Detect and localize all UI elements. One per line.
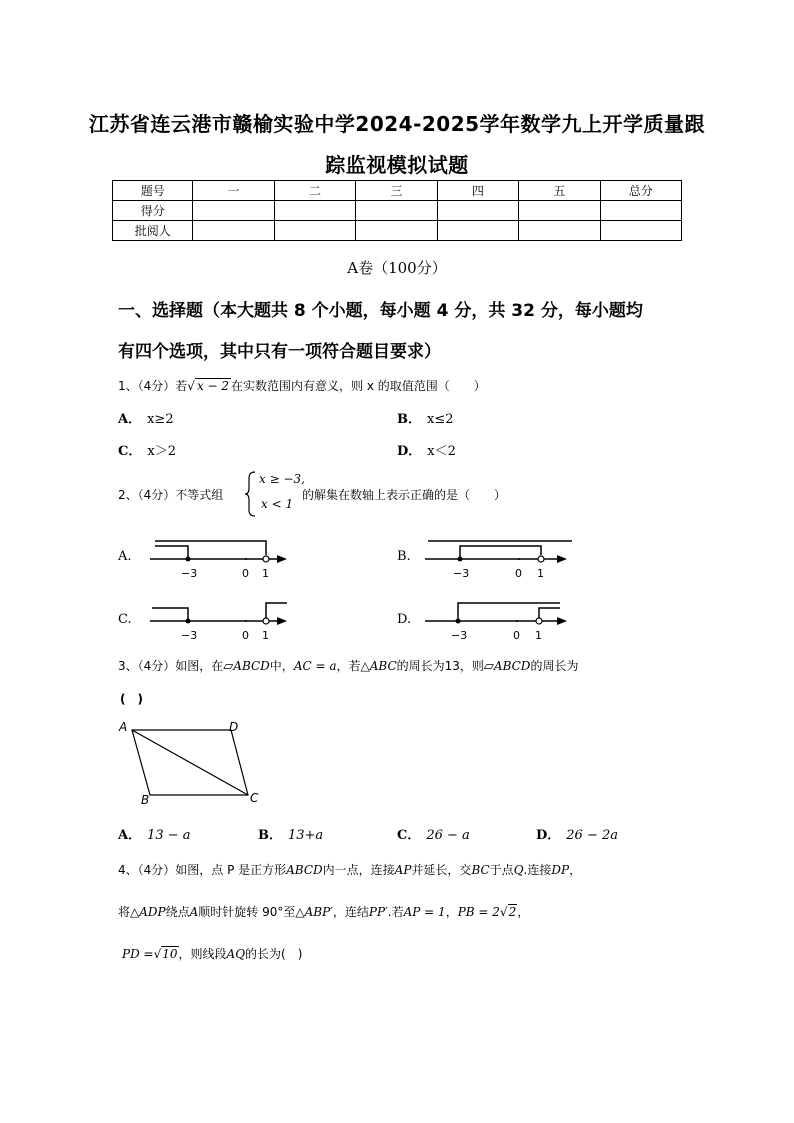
question-4-line2	[118, 903, 529, 920]
text: 将	[118, 905, 131, 919]
header-cell: 四	[437, 181, 518, 201]
text: ，	[445, 905, 458, 919]
text: 并延长，交	[411, 863, 472, 877]
row-label: 得分	[113, 201, 193, 221]
tick-label: 0	[515, 567, 522, 580]
option-b[interactable]	[258, 824, 323, 843]
text: 4、（4分）如图，点 P 是正方形	[118, 863, 287, 877]
math: △ADP	[130, 905, 166, 919]
header-cell: 总分	[600, 181, 681, 201]
number-line-c[interactable]	[145, 597, 295, 645]
option-text: 26 − 2a	[566, 828, 619, 843]
option-text: x≥2	[147, 412, 174, 427]
math: ABCD	[286, 863, 323, 877]
option-c[interactable]	[118, 440, 176, 459]
text: 顺时针旋转 90°至	[198, 905, 296, 919]
option-a[interactable]	[118, 824, 191, 843]
question-number: 3、（4分）如图，在	[118, 659, 224, 673]
score-table-header-row	[113, 181, 682, 201]
vertex-label: C	[250, 791, 259, 805]
text: 绕点	[165, 905, 190, 919]
sqrt-expression: √10	[153, 947, 178, 961]
header-cell: 一	[193, 181, 274, 201]
grader-cell[interactable]	[519, 221, 600, 241]
question-1	[118, 377, 486, 394]
vertex-label: A	[119, 720, 128, 734]
radicand: x − 2	[196, 379, 230, 393]
tick-label: 0	[242, 567, 249, 580]
math: △ABP′	[295, 905, 333, 919]
question-4-line3	[122, 945, 302, 962]
text: 中，	[269, 659, 294, 673]
text: 的周长为	[530, 659, 579, 673]
score-cell[interactable]	[274, 201, 355, 221]
header-cell: 题号	[113, 181, 193, 201]
header-cell: 二	[274, 181, 355, 201]
option-text: x＜2	[427, 444, 456, 459]
question-4-line1	[118, 861, 581, 878]
math: PP′	[368, 905, 388, 919]
answer-paren: ( )	[120, 692, 143, 706]
section-heading-line2: 有四个选项，其中只有一项符合题目要求）	[118, 342, 441, 362]
left-brace-icon	[243, 470, 259, 518]
text: ，	[517, 905, 530, 919]
option-d-label[interactable]: D.	[397, 612, 412, 627]
option-label: D．	[536, 828, 561, 843]
question-3	[118, 657, 578, 674]
radicand: 10	[162, 947, 178, 961]
grader-row	[113, 221, 682, 241]
question-2	[118, 486, 223, 503]
vertex-label: B	[141, 793, 150, 807]
question-text: 在实数范围内有意义，则 x 的取值范围（ ）	[231, 379, 486, 393]
text: 的周长为13，则	[396, 659, 484, 673]
option-label: D．	[397, 444, 422, 459]
text: .若	[387, 905, 404, 919]
option-c[interactable]	[397, 824, 470, 843]
option-a-label[interactable]: A.	[118, 549, 132, 564]
option-label: C．	[118, 444, 142, 459]
question-number: 2、（4分）不等式组	[118, 488, 224, 502]
sqrt-expression: √2	[499, 905, 517, 919]
grader-cell[interactable]	[193, 221, 274, 241]
option-text: x≤2	[427, 412, 454, 427]
math: PB = 2	[457, 905, 500, 919]
option-c-label[interactable]: C.	[118, 612, 132, 627]
score-cell[interactable]	[356, 201, 437, 221]
parallelogram-icon: ▱	[483, 659, 494, 674]
math-parallelogram: ABCD	[233, 659, 270, 673]
tick-label: 1	[535, 629, 542, 642]
grader-cell[interactable]	[274, 221, 355, 241]
tick-label: 0	[242, 629, 249, 642]
score-cell[interactable]	[600, 201, 681, 221]
math: Q	[513, 863, 524, 877]
score-cell[interactable]	[193, 201, 274, 221]
inequality-1: x ≥ −3,	[259, 472, 305, 486]
text: ，	[569, 863, 582, 877]
parallelogram-icon: ▱	[223, 659, 234, 674]
math: AP = 1	[403, 905, 446, 919]
grader-cell[interactable]	[600, 221, 681, 241]
number-line-d[interactable]	[420, 597, 575, 645]
text: .连接	[523, 863, 552, 877]
exam-title-line2: 踪监视模拟试题	[325, 153, 469, 177]
option-text: 13+a	[288, 828, 324, 843]
option-text: 26 − a	[426, 828, 470, 843]
text: 的长为( )	[245, 947, 303, 961]
text: ，则线段	[178, 947, 227, 961]
text: ，若	[336, 659, 361, 673]
option-label: B．	[258, 828, 282, 843]
tick-label: 1	[262, 567, 269, 580]
option-label: A．	[118, 412, 142, 427]
vertex-label: D	[229, 720, 239, 734]
question-number: 1、（4分）若	[118, 379, 188, 393]
option-a[interactable]	[118, 408, 174, 427]
grader-cell[interactable]	[356, 221, 437, 241]
inequality-2: x < 1	[261, 497, 294, 511]
score-cell[interactable]	[437, 201, 518, 221]
tick-label: −3	[453, 567, 470, 580]
text: 内一点，连接	[322, 863, 395, 877]
score-cell[interactable]	[519, 201, 600, 221]
option-text: 13 − a	[147, 828, 191, 843]
sqrt-expression: √ x − 2	[187, 379, 230, 393]
math-parallelogram: ABCD	[493, 659, 531, 673]
math: AQ	[226, 947, 246, 961]
text: ，连结	[332, 905, 369, 919]
option-label: A．	[118, 828, 142, 843]
question-2-rest: 的解集在数轴上表示正确的是（ ）	[302, 488, 507, 502]
option-text: x＞2	[147, 444, 176, 459]
option-d[interactable]	[397, 440, 456, 459]
parallelogram-figure	[115, 716, 275, 808]
math: A	[189, 905, 199, 919]
text: 于点	[489, 863, 514, 877]
tick-label: −3	[181, 567, 198, 580]
radicand: 2	[508, 905, 517, 919]
volume-heading: A卷（100分）	[347, 259, 447, 277]
option-b-label[interactable]: B.	[397, 549, 411, 564]
option-label: C．	[397, 828, 421, 843]
number-line-a[interactable]	[145, 535, 295, 583]
math: PD =	[122, 947, 154, 961]
tick-label: 1	[262, 629, 269, 642]
tick-label: −3	[451, 629, 468, 642]
section-heading-line1: 一、选择题（本大题共 8 个小题，每小题 4 分，共 32 分，每小题均	[118, 301, 643, 321]
exam-title-line1: 江苏省连云港市赣榆实验中学2024-2025学年数学九上开学质量跟	[88, 112, 706, 136]
number-line-b[interactable]	[420, 535, 575, 583]
math-ac: AC = a	[293, 659, 337, 673]
row-label: 批阅人	[113, 221, 193, 241]
header-cell: 五	[519, 181, 600, 201]
math-triangle: △ABC	[360, 659, 397, 673]
header-cell: 三	[356, 181, 437, 201]
math: BC	[471, 863, 490, 877]
score-table	[112, 180, 682, 241]
tick-label: 1	[537, 567, 544, 580]
math: DP	[551, 863, 570, 877]
option-d[interactable]	[536, 824, 618, 843]
option-label: B．	[397, 412, 421, 427]
grader-cell[interactable]	[437, 221, 518, 241]
math: AP	[394, 863, 412, 877]
score-row	[113, 201, 682, 221]
tick-label: 0	[513, 629, 520, 642]
tick-label: −3	[181, 629, 198, 642]
option-b[interactable]	[397, 408, 454, 427]
